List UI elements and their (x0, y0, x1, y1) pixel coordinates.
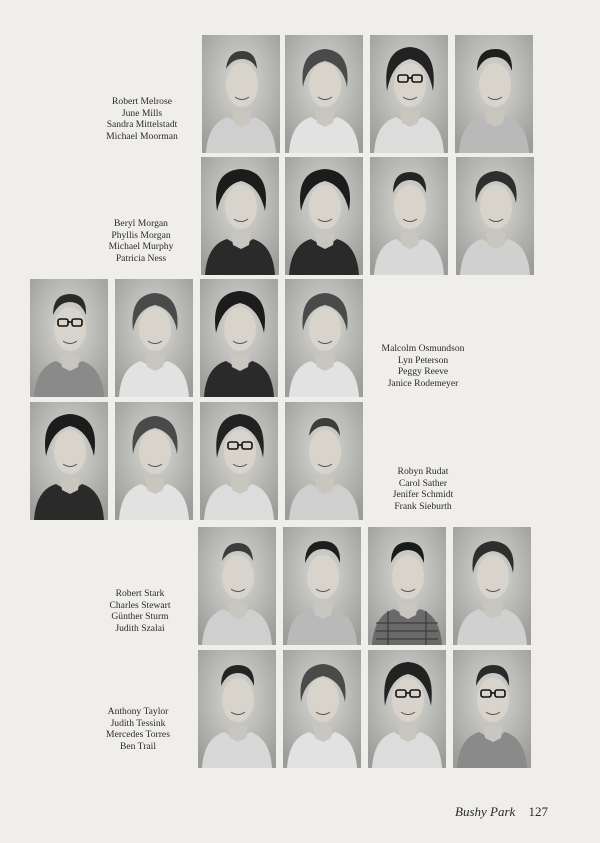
student-name: Lyn Peterson (397, 354, 449, 366)
student-portrait (202, 35, 280, 153)
photo-row-1 (0, 35, 600, 155)
name-list-6 (78, 706, 198, 753)
student-portrait (368, 650, 446, 768)
student-portrait (200, 279, 278, 397)
student-portrait (370, 35, 448, 153)
name-list-2 (81, 218, 201, 265)
photo-row-3 (0, 279, 600, 399)
student-name: Michael Moorman (106, 131, 178, 143)
student-name: Mercedes Torres (106, 729, 170, 741)
student-name: June Mills (121, 107, 163, 119)
student-name: Patricia Ness (115, 253, 167, 265)
student-name: Peggy Reeve (397, 366, 449, 378)
student-name: Judith Szalai (115, 623, 165, 635)
student-portrait (453, 527, 531, 645)
student-name: Robert Stark (115, 588, 165, 599)
school-name: Bushy Park (455, 804, 516, 819)
student-portrait (201, 157, 279, 275)
student-portrait (285, 402, 363, 520)
name-list-5 (80, 588, 200, 635)
student-name: Carol Sather (398, 477, 448, 489)
student-name: Anthony Taylor (107, 706, 169, 717)
student-name: Michael Murphy (108, 241, 174, 253)
photo-row-2 (0, 157, 600, 277)
name-list-4 (363, 466, 483, 513)
student-name: Beryl Morgan (114, 218, 168, 229)
photo-row-6 (0, 650, 600, 770)
student-portrait (30, 402, 108, 520)
student-name: Frank Sieburth (394, 501, 452, 513)
name-list-1 (82, 96, 202, 143)
student-name: Robert Melrose (112, 96, 172, 107)
page-number: 127 (528, 804, 549, 819)
student-name: Sandra Mittelstadt (106, 119, 178, 131)
student-portrait (370, 157, 448, 275)
student-portrait (115, 402, 193, 520)
photo-row-5 (0, 527, 600, 647)
student-portrait (368, 527, 446, 645)
student-portrait (283, 650, 361, 768)
student-portrait (285, 157, 363, 275)
student-portrait (285, 35, 363, 153)
student-name: Ben Trail (120, 741, 156, 753)
student-name: Janice Rodemeyer (387, 378, 459, 390)
student-portrait (453, 650, 531, 768)
student-name: Jenifer Schmidt (392, 489, 454, 501)
student-portrait (30, 279, 108, 397)
student-name: Günther Sturm (111, 611, 169, 623)
student-name: Judith Tessink (110, 717, 166, 729)
student-portrait (456, 157, 534, 275)
student-portrait (198, 650, 276, 768)
photo-row-4 (0, 402, 600, 522)
page-footer (455, 804, 548, 820)
student-name: Phyllis Morgan (111, 229, 171, 241)
student-portrait (285, 279, 363, 397)
student-portrait (283, 527, 361, 645)
student-portrait (115, 279, 193, 397)
student-name: Malcolm Osmundson (381, 343, 465, 354)
name-list-3 (363, 343, 483, 390)
student-portrait (455, 35, 533, 153)
student-name: Charles Stewart (109, 599, 171, 611)
student-portrait (198, 527, 276, 645)
student-portrait (200, 402, 278, 520)
student-name: Robyn Rudat (397, 466, 449, 477)
